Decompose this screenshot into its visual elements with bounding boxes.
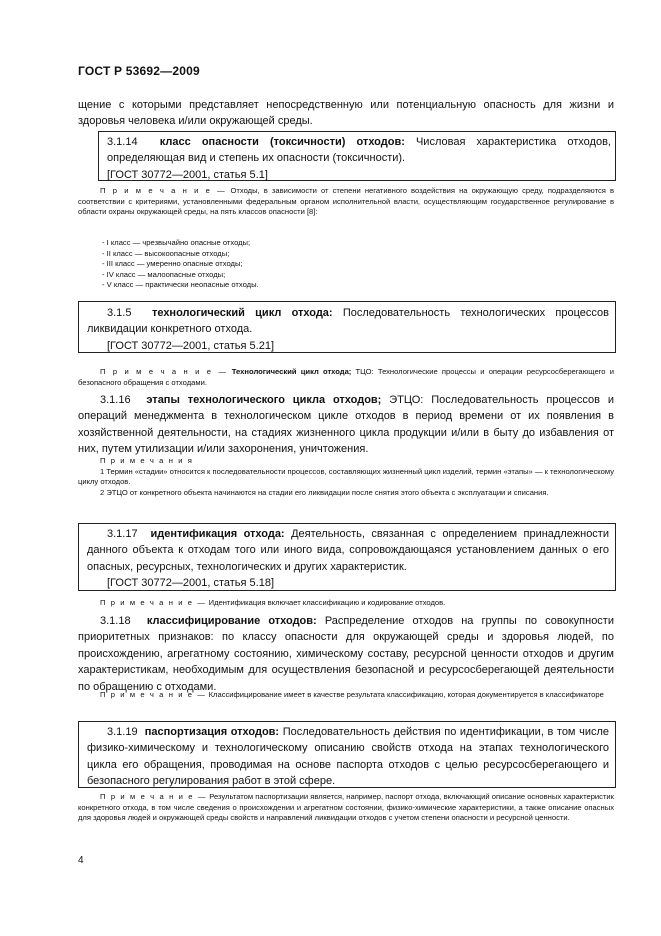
note-label: П р и м е ч а н и е — bbox=[100, 792, 208, 801]
list-item: - II класс — высокоопасные отходы; bbox=[102, 248, 230, 258]
note-3-1-14 bbox=[78, 186, 614, 218]
note-text: Классифицирование имеет в качестве результата классификацию, которая документируется в классификаторе bbox=[208, 690, 604, 699]
term-number: 3.1.14 bbox=[107, 136, 138, 148]
term-box-3-1-17 bbox=[78, 523, 616, 591]
term-number: 3.1.16 bbox=[100, 394, 131, 406]
term-title: классифицирование отходов: bbox=[146, 615, 317, 627]
term-3-1-18 bbox=[78, 613, 614, 695]
term-box-3-1-14 bbox=[98, 131, 616, 181]
note-label: П р и м е ч а н и е — bbox=[100, 186, 227, 195]
note-3-1-5 bbox=[78, 367, 614, 388]
intro-paragraph: щение с которыми представляет непосредственную или потенциальную опасность для жизни и здоровья человека и/или окружающей среды. bbox=[78, 99, 614, 128]
note-text: ТЦО: Технологические процессы и операции ресурсосберегающего и безопасного обращения с отходами. bbox=[78, 367, 614, 387]
term-reference: [ГОСТ 30772—2001, статья 5.21] bbox=[107, 339, 275, 352]
term-box-3-1-5 bbox=[78, 301, 616, 353]
note-label: П р и м е ч а н и е — bbox=[100, 690, 207, 699]
list-item: - V класс — практически неопасные отходы. bbox=[102, 280, 259, 290]
page-number: 4 bbox=[78, 855, 84, 866]
term-definition: Последовательность технологических процессов ликвидации конкретного отхода. bbox=[87, 307, 609, 336]
term-number: 3.1.17 bbox=[107, 528, 138, 540]
term-reference: [ГОСТ 30772—2001, статья 5.1] bbox=[107, 168, 268, 181]
term-3-1-16 bbox=[78, 392, 614, 458]
term-definition: Распределение отходов на группы по совокупности приоритетных признаков: по классу опасности для окружающей среды и здоровья людей, по происхождению, агрегатному состоянию, химическому составу, ресурсной ценности отходов и другим характеристикам, необходимым для осуществления безопасной и ресурсосберегающей деятельности по обращению с отходами. bbox=[78, 615, 614, 693]
notes-label: П р и м е ч а н и я bbox=[100, 456, 194, 465]
note-label: П р и м е ч а н и е — bbox=[100, 598, 207, 607]
list-item: - I класс — чрезвычайно опасные отходы; bbox=[102, 238, 251, 247]
term-title: этапы технологического цикла отходов; bbox=[146, 394, 382, 406]
term-number: 3.1.5 bbox=[107, 307, 132, 319]
term-title: класс опасности (токсичности) отходов: bbox=[159, 136, 405, 148]
hazard-class-list bbox=[102, 238, 602, 291]
term-definition: Последовательность действия по идентификации, в том числе физико-химическому и технологическому описанию свойств отхода на этапах технологического цикла его обращения, проводимая на основе паспорта отходов с целью ресурсосберегающего и безопасного регулирования работ в этой сфере. bbox=[87, 726, 609, 788]
term-title: паспортизация отходов: bbox=[144, 726, 280, 738]
term-number: 3.1.19 bbox=[107, 726, 138, 738]
note-3-1-18 bbox=[78, 690, 614, 701]
note-text: Результатом паспортизации является, например, паспорт отхода, включающий описание основных характеристик конкретного отхода, в том числе сведения о происхождении и агрегатном состоянии, физико-химические характеристики, а также описание опасных для здоровья людей и окружающей среды свойств и направлений ликвидации отходов с учетом степени опасности и ресурсной ценности. bbox=[78, 792, 614, 823]
note-2: 2 ЭТЦО от конкретного объекта начинаются на стадии его ликвидации после снятия этого объекта с эксплуатации и списания. bbox=[100, 487, 549, 497]
list-item: - III класс — умеренно опасные отходы; bbox=[102, 259, 243, 269]
term-definition: ЭТЦО: Последовательность процессов и операций менеджмента в технологическом цикле отходов в период времени от их появления в хозяйственной деятельности, на стадиях жизненного цикла продукции и/или в быту до избавления от них, путем утилизации и/или захоронения, уничтожения. bbox=[78, 394, 614, 456]
standard-header: ГОСТ Р 53692—2009 bbox=[78, 64, 200, 78]
term-title: технологический цикл отхода: bbox=[151, 307, 333, 319]
note-term: Технологический цикл отхода; bbox=[231, 367, 352, 376]
note-text: Идентификация включает классификацию и кодирование отходов. bbox=[208, 598, 446, 607]
note-1: 1 Термин «стадии» относится к последовательности процессов, составляющих жизненный цикл изделий, термин «этапы» — к технологическому циклу отходов. bbox=[78, 466, 614, 487]
notes-3-1-16 bbox=[78, 456, 614, 498]
note-text: Отходы, в зависимости от степени негативного воздействия на окружающую среду, подразделяются в соответствии с критериями, установленными федеральным органом исполнительной власти, осуществляющим государственное регулирование в области охраны окружающей среды, на пять классов опасности [8]: bbox=[78, 186, 615, 217]
term-definition: Деятельность, связанная с определением принадлежности данного объекта к отходам того или иного вида, сопровождающаяся установлением данных о его опасных, ресурсных, технологических и других характеристик. bbox=[87, 528, 609, 573]
term-box-3-1-19 bbox=[78, 721, 616, 788]
note-3-1-17 bbox=[78, 598, 614, 609]
term-definition: Числовая характеристика отходов, определяющая вид и степень их опасности (токсичности). bbox=[107, 136, 611, 165]
term-title: идентификация отхода: bbox=[150, 528, 285, 540]
term-number: 3.1.18 bbox=[100, 615, 131, 627]
term-reference: [ГОСТ 30772—2001, статья 5.18] bbox=[107, 577, 275, 590]
list-item: - IV класс — малоопасные отходы; bbox=[102, 269, 226, 279]
note-label: П р и м е ч а н и е — bbox=[100, 367, 228, 376]
note-3-1-19 bbox=[78, 792, 614, 824]
